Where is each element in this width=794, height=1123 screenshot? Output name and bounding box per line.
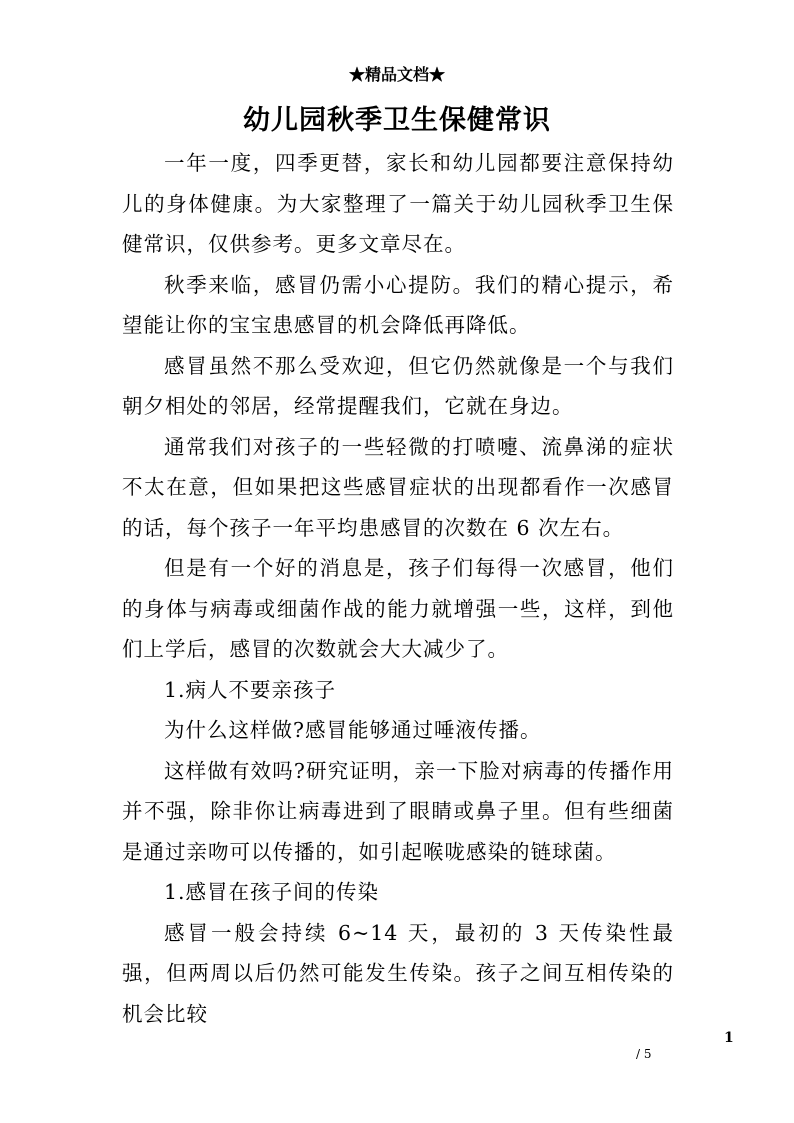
section-heading: 1.病人不要亲孩子 bbox=[164, 677, 337, 702]
page-number: 1 bbox=[724, 1030, 734, 1046]
document-title: 幼儿园秋季卫生保健常识 bbox=[243, 105, 551, 136]
document-header: ★精品文档★ bbox=[348, 65, 445, 84]
paragraph: 为什么这样做?感冒能够通过唾液传播。 bbox=[164, 718, 542, 742]
paragraph: 感冒一般会持续 6~14 天，最初的 3 天传染性最强，但两周以后仍然可能发生传染。孩子之间互相传染的机会比较 bbox=[122, 920, 674, 1026]
page-count: / 5 bbox=[636, 1047, 652, 1061]
paragraph: 感冒虽然不那么受欢迎，但它仍然就像是一个与我们朝夕相处的邻居，经常提醒我们，它就在身边。 bbox=[122, 353, 674, 418]
section-heading: 1.感冒在孩子间的传染 bbox=[164, 880, 380, 904]
paragraph: 但是有一个好的消息是，孩子们每得一次感冒，他们的身体与病毒或细菌作战的能力就增强一些，这样，到他们上学后，感冒的次数就会大大减少了。 bbox=[122, 556, 674, 661]
paragraph: 一年一度，四季更替，家长和幼儿园都要注意保持幼儿的身体健康。为大家整理了一篇关于幼儿园秋季卫生保健常识，仅供参考。更多文章尽在。 bbox=[122, 151, 674, 256]
document-body bbox=[122, 143, 674, 1034]
paragraph: 秋季来临，感冒仍需小心提防。我们的精心提示，希望能让你的宝宝患感冒的机会降低再降低。 bbox=[122, 272, 674, 337]
paragraph: 通常我们对孩子的一些轻微的打喷嚏、流鼻涕的症状不太在意，但如果把这些感冒症状的出现都看作一次感冒的话，每个孩子一年平均患感冒的次数在 6 次左右。 bbox=[122, 434, 674, 540]
paragraph: 这样做有效吗?研究证明，亲一下脸对病毒的传播作用并不强，除非你让病毒进到了眼睛或鼻子里。但有些细菌是通过亲吻可以传播的，如引起喉咙感染的链球菌。 bbox=[122, 758, 674, 864]
